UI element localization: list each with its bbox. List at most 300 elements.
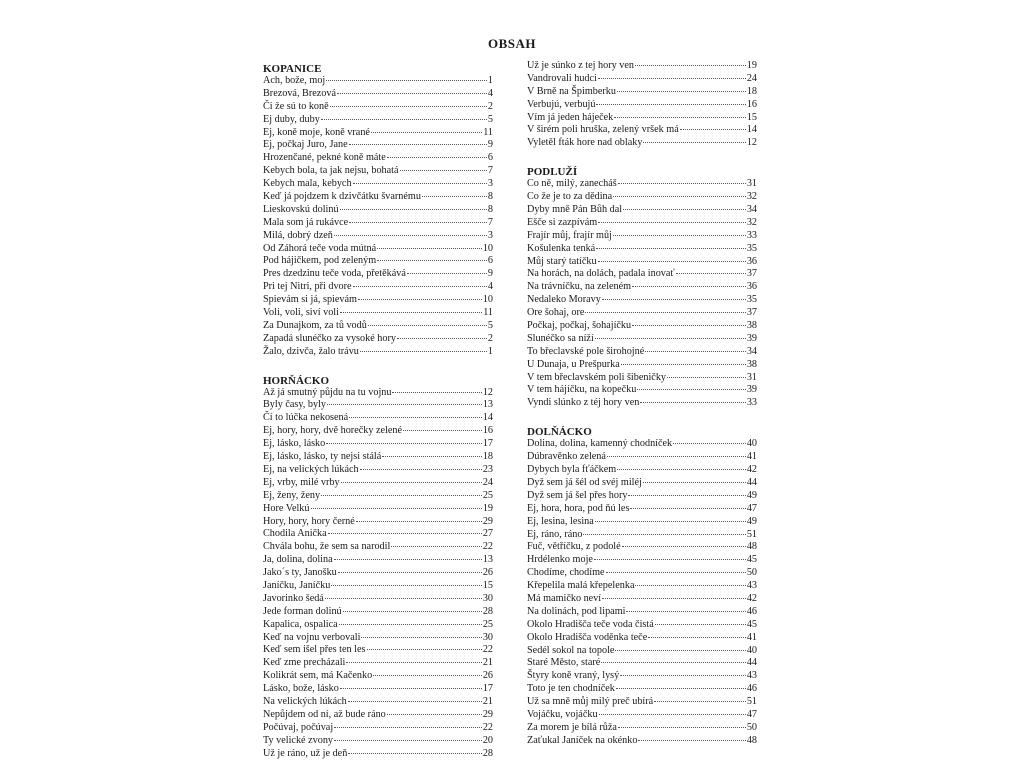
entry-title: Chodila Anička bbox=[263, 528, 327, 540]
entry-leader-dots bbox=[601, 662, 746, 663]
toc-entry bbox=[527, 438, 757, 451]
entry-page-number: 11 bbox=[483, 307, 493, 319]
entry-page-number: 8 bbox=[487, 203, 493, 215]
toc-entry bbox=[263, 139, 493, 152]
entry-page-number: 4 bbox=[487, 281, 493, 293]
toc-entry bbox=[527, 722, 757, 735]
section-heading: PODLUŽÍ bbox=[527, 166, 578, 179]
entry-page-number: 1 bbox=[487, 75, 493, 86]
toc-entry bbox=[527, 191, 757, 204]
section-heading: HORŇÁCKO bbox=[263, 374, 329, 387]
entry-leader-dots bbox=[595, 338, 746, 339]
entry-page-number: 28 bbox=[482, 605, 493, 617]
entry-leader-dots bbox=[311, 508, 482, 509]
entry-page-number: 26 bbox=[482, 670, 493, 682]
entry-page-number: 25 bbox=[482, 489, 493, 501]
toc-entry bbox=[263, 333, 493, 346]
entry-title: Javorinko šedá bbox=[263, 592, 324, 604]
entry-page-number: 51 bbox=[746, 696, 757, 708]
entry-title: Štyry koně vraný, lysý bbox=[527, 670, 620, 682]
toc-entry bbox=[263, 294, 493, 307]
entry-page-number: 23 bbox=[482, 463, 493, 475]
entry-title: Kebych bola, ta jak nejsu, bohatá bbox=[263, 165, 399, 177]
entry-title: Dyby mně Pán Bůh dal bbox=[527, 204, 623, 216]
entry-page-number: 31 bbox=[746, 371, 757, 383]
entry-title: Okolo Hradišča teče voda čistá bbox=[527, 618, 654, 630]
entry-title: Vojáčku, vojáčku bbox=[527, 708, 598, 720]
entry-leader-dots bbox=[598, 222, 746, 223]
entry-leader-dots bbox=[392, 392, 481, 393]
section-heading: KOPANICE bbox=[263, 63, 322, 75]
entry-title: Už sa mně můj milý preč ubírá bbox=[527, 696, 654, 708]
entry-page-number: 15 bbox=[746, 111, 757, 123]
entry-leader-dots bbox=[343, 611, 482, 612]
entry-leader-dots bbox=[598, 261, 746, 262]
toc-entry bbox=[263, 243, 493, 256]
toc-entry bbox=[527, 709, 757, 722]
entry-leader-dots bbox=[361, 637, 481, 638]
toc-entry bbox=[263, 619, 493, 632]
entry-title: Vyndi slúnko z téj hory ven bbox=[527, 397, 640, 409]
toc-entry bbox=[263, 606, 493, 619]
toc-entry bbox=[527, 657, 757, 670]
entry-title: Na trávníčku, na zeleném bbox=[527, 281, 632, 293]
toc-entry bbox=[527, 606, 757, 619]
toc-entry bbox=[263, 75, 493, 88]
toc-entry bbox=[527, 670, 757, 683]
entry-title: Verbujú, verbujú bbox=[527, 98, 596, 110]
entry-leader-dots bbox=[339, 624, 482, 625]
entry-leader-dots bbox=[360, 469, 482, 470]
entry-title: Ej, koně moje, koně vrané bbox=[263, 126, 370, 138]
entry-leader-dots bbox=[620, 675, 746, 676]
entry-title: Za Dunajkom, za tů vodů bbox=[263, 319, 367, 331]
entry-page-number: 36 bbox=[746, 255, 757, 267]
entry-page-number: 39 bbox=[746, 332, 757, 344]
entry-page-number: 51 bbox=[746, 528, 757, 540]
entry-title: Okolo Hradišča voděnka teče bbox=[527, 631, 648, 643]
entry-title: Ej, hora, hora, pod ňú les bbox=[527, 502, 630, 514]
toc-entry bbox=[527, 99, 757, 112]
toc-entry bbox=[527, 541, 757, 554]
entry-leader-dots bbox=[643, 482, 746, 483]
entry-leader-dots bbox=[367, 649, 482, 650]
entry-title: Počkaj, počkaj, šohajíčku bbox=[527, 320, 632, 332]
entry-title: U Dunaja, u Prešpurka bbox=[527, 358, 620, 370]
entry-page-number: 28 bbox=[482, 747, 493, 759]
toc-entry bbox=[527, 490, 757, 503]
entry-leader-dots bbox=[340, 688, 482, 689]
entry-leader-dots bbox=[583, 534, 745, 535]
entry-leader-dots bbox=[353, 286, 487, 287]
entry-title: Ty velické zvony bbox=[263, 734, 334, 746]
entry-title: Ja, dolina, dolina bbox=[263, 554, 333, 566]
toc-section bbox=[527, 60, 757, 150]
entry-page-number: 16 bbox=[746, 98, 757, 110]
entry-title: Má mamičko neví bbox=[527, 592, 602, 604]
entry-title: Už je ráno, už je deň bbox=[263, 747, 348, 759]
entry-leader-dots bbox=[334, 740, 482, 741]
entry-page-number: 25 bbox=[482, 618, 493, 630]
toc-entry bbox=[527, 137, 757, 150]
entry-page-number: 39 bbox=[746, 384, 757, 396]
entry-title: Až já smutný půjdu na tu vojnu bbox=[263, 386, 392, 398]
entry-page-number: 41 bbox=[746, 631, 757, 643]
entry-page-number: 29 bbox=[482, 515, 493, 527]
entry-page-number: 2 bbox=[487, 332, 493, 344]
toc-entry bbox=[527, 204, 757, 217]
entry-page-number: 34 bbox=[746, 204, 757, 216]
entry-leader-dots bbox=[346, 662, 481, 663]
entry-page-number: 11 bbox=[483, 126, 493, 138]
toc-entry bbox=[527, 683, 757, 696]
toc-entry bbox=[263, 204, 493, 217]
entry-page-number: 38 bbox=[746, 358, 757, 370]
entry-title: Vyletěl fták hore nad oblaky bbox=[527, 137, 643, 149]
toc-entry bbox=[527, 217, 757, 230]
entry-leader-dots bbox=[632, 286, 746, 287]
entry-title: Jako´s ty, Janošku bbox=[263, 567, 337, 579]
entry-title: Ej duby, duby bbox=[263, 113, 320, 125]
toc-entry bbox=[527, 397, 757, 410]
entry-leader-dots bbox=[596, 248, 746, 249]
toc-entry bbox=[527, 307, 757, 320]
entry-page-number: 17 bbox=[482, 683, 493, 695]
entry-leader-dots bbox=[623, 209, 746, 210]
entry-title: Či že sú to koně bbox=[263, 100, 329, 112]
entry-leader-dots bbox=[648, 637, 746, 638]
entry-leader-dots bbox=[680, 129, 746, 130]
entry-leader-dots bbox=[334, 559, 482, 560]
entry-page-number: 7 bbox=[487, 216, 493, 228]
entry-page-number: 30 bbox=[482, 592, 493, 604]
toc-entry bbox=[527, 632, 757, 645]
entry-title: Brezová, Brezová bbox=[263, 87, 336, 99]
entry-leader-dots bbox=[673, 443, 746, 444]
toc-entry bbox=[263, 632, 493, 645]
toc-entry bbox=[263, 387, 493, 400]
entry-page-number: 35 bbox=[746, 242, 757, 254]
entry-leader-dots bbox=[676, 273, 746, 274]
toc-entry bbox=[527, 86, 757, 99]
entry-leader-dots bbox=[607, 456, 746, 457]
entry-page-number: 15 bbox=[482, 579, 493, 591]
entry-page-number: 12 bbox=[482, 386, 493, 398]
entry-leader-dots bbox=[602, 299, 746, 300]
entry-title: Janíčku, Janíčku bbox=[263, 579, 331, 591]
entry-title: Zapadá slunéčko za vysoké hory bbox=[263, 332, 396, 344]
entry-leader-dots bbox=[618, 183, 746, 184]
entry-leader-dots bbox=[326, 443, 482, 444]
entry-leader-dots bbox=[617, 469, 746, 470]
entry-page-number: 3 bbox=[487, 229, 493, 241]
entry-page-number: 24 bbox=[482, 476, 493, 488]
toc-entry bbox=[527, 73, 757, 86]
entry-title: Nepůjdem od ní, až bude ráno bbox=[263, 708, 386, 720]
entry-page-number: 24 bbox=[746, 72, 757, 84]
entry-title: Na dolinách, pod lipami bbox=[527, 605, 626, 617]
toc-entry bbox=[263, 425, 493, 438]
toc-entry bbox=[263, 88, 493, 101]
entry-title: Mala som já rukávce bbox=[263, 216, 349, 228]
entry-leader-dots bbox=[595, 521, 746, 522]
entry-leader-dots bbox=[341, 482, 482, 483]
entry-title: Ej, počkaj Juro, Jane bbox=[263, 139, 348, 151]
entry-title: Slunéčko sa níží bbox=[527, 332, 594, 344]
entry-title: V tem hájíčku, na kopečku bbox=[527, 384, 637, 396]
toc-entry bbox=[263, 528, 493, 541]
entry-page-number: 46 bbox=[746, 683, 757, 695]
entry-page-number: 36 bbox=[746, 281, 757, 293]
toc-entry bbox=[527, 346, 757, 359]
entry-page-number: 50 bbox=[746, 721, 757, 733]
entry-title: V Brně na Špimberku bbox=[527, 85, 616, 97]
entry-leader-dots bbox=[348, 701, 482, 702]
entry-page-number: 42 bbox=[746, 464, 757, 476]
entry-page-number: 10 bbox=[482, 242, 493, 254]
entry-leader-dots bbox=[616, 688, 746, 689]
entry-page-number: 32 bbox=[746, 216, 757, 228]
right-column bbox=[527, 60, 757, 748]
entry-leader-dots bbox=[622, 546, 746, 547]
entry-title: Pod hájičkem, pod zeleným bbox=[263, 255, 377, 267]
entry-title: Košulenka tenká bbox=[527, 242, 596, 254]
toc-entry bbox=[263, 307, 493, 320]
entry-title: Ej, na velických lúkách bbox=[263, 463, 359, 475]
toc-entry bbox=[527, 281, 757, 294]
toc-entry bbox=[527, 230, 757, 243]
entry-page-number: 37 bbox=[746, 268, 757, 280]
entry-leader-dots bbox=[613, 196, 746, 197]
entry-page-number: 16 bbox=[482, 425, 493, 437]
entry-leader-dots bbox=[349, 222, 487, 223]
entry-page-number: 13 bbox=[482, 399, 493, 411]
toc-entry bbox=[527, 268, 757, 281]
entry-leader-dots bbox=[373, 675, 482, 676]
entry-title: Ej, ráno, ráno bbox=[527, 528, 583, 540]
entry-title: Hore Velkú bbox=[263, 502, 310, 514]
toc-entry bbox=[263, 281, 493, 294]
toc-entry bbox=[263, 320, 493, 333]
entry-leader-dots bbox=[606, 572, 746, 573]
toc-entry bbox=[263, 696, 493, 709]
toc-section bbox=[527, 410, 757, 747]
entry-title: Hrdélenko moje bbox=[527, 554, 593, 566]
entry-leader-dots bbox=[356, 521, 482, 522]
entry-leader-dots bbox=[387, 157, 487, 158]
entry-title: Ešče si zazpívám bbox=[527, 216, 598, 228]
toc-entry bbox=[263, 657, 493, 670]
toc-entry bbox=[263, 490, 493, 503]
entry-title: Vandrovali hudci bbox=[527, 72, 597, 84]
entry-title: Dybych byla fťáčkem bbox=[527, 464, 617, 476]
entry-leader-dots bbox=[391, 546, 482, 547]
entry-title: Frajír můj, frajír můj bbox=[527, 229, 612, 241]
toc-entry bbox=[527, 503, 757, 516]
toc-entry bbox=[263, 178, 493, 191]
entry-page-number: 9 bbox=[487, 268, 493, 280]
entry-title: Nedaleko Moravy bbox=[527, 294, 601, 306]
entry-leader-dots bbox=[334, 235, 487, 236]
toc-entry bbox=[527, 124, 757, 137]
entry-leader-dots bbox=[602, 598, 746, 599]
entry-leader-dots bbox=[349, 144, 487, 145]
entry-leader-dots bbox=[654, 701, 746, 702]
entry-title: Chodíme, chodíme bbox=[527, 567, 605, 579]
entry-page-number: 26 bbox=[482, 567, 493, 579]
entry-title: Ore šohaj, ore bbox=[527, 307, 585, 319]
section-heading: DOLŇÁCKO bbox=[527, 426, 592, 439]
entry-leader-dots bbox=[325, 598, 482, 599]
toc-entry bbox=[263, 541, 493, 554]
entry-leader-dots bbox=[585, 312, 745, 313]
toc-entry bbox=[527, 477, 757, 490]
toc-entry bbox=[527, 593, 757, 606]
toc-entry bbox=[263, 230, 493, 243]
entry-page-number: 47 bbox=[746, 502, 757, 514]
entry-leader-dots bbox=[327, 404, 482, 405]
entry-title: Ej, lesina, lesina bbox=[527, 515, 594, 527]
entry-title: Lásko, bože, lásko bbox=[263, 683, 339, 695]
entry-title: Pres dzedzinu teče voda, přetěkává bbox=[263, 268, 406, 280]
section-spacer bbox=[527, 410, 757, 423]
entry-leader-dots bbox=[630, 508, 745, 509]
entry-title: Sedél sokol na topole bbox=[527, 644, 615, 656]
toc-entry bbox=[263, 101, 493, 114]
toc-entry bbox=[527, 554, 757, 567]
entry-page-number: 45 bbox=[746, 618, 757, 630]
entry-title: Keď zme precházali bbox=[263, 657, 346, 669]
entry-title: Ej, vrby, milé vrby bbox=[263, 476, 340, 488]
toc-entry bbox=[263, 722, 493, 735]
toc-entry bbox=[263, 709, 493, 722]
entry-title: V tem břeclavském poli šibeničky bbox=[527, 371, 667, 383]
entry-leader-dots bbox=[340, 312, 482, 313]
entry-title: Ach, bože, moj bbox=[263, 75, 326, 86]
entry-leader-dots bbox=[599, 714, 746, 715]
entry-leader-dots bbox=[358, 299, 482, 300]
entry-page-number: 17 bbox=[482, 438, 493, 450]
entry-title: Dúbravěnko zelená bbox=[527, 451, 606, 463]
toc-entry bbox=[263, 567, 493, 580]
toc-entry bbox=[527, 464, 757, 477]
toc-entry bbox=[263, 268, 493, 281]
toc-entry bbox=[263, 554, 493, 567]
entry-leader-dots bbox=[377, 260, 487, 261]
toc-entry bbox=[527, 645, 757, 658]
entry-page-number: 2 bbox=[487, 100, 493, 112]
entry-leader-dots bbox=[635, 585, 745, 586]
toc-entry bbox=[263, 464, 493, 477]
entry-leader-dots bbox=[337, 93, 487, 94]
entry-leader-dots bbox=[596, 104, 745, 105]
entry-leader-dots bbox=[638, 740, 745, 741]
entry-leader-dots bbox=[643, 142, 745, 143]
entry-leader-dots bbox=[326, 80, 487, 81]
entry-page-number: 33 bbox=[746, 397, 757, 409]
entry-page-number: 49 bbox=[746, 489, 757, 501]
entry-title: Zaťukal Janíček na okénko bbox=[527, 734, 638, 746]
entry-title: Na velických lúkách bbox=[263, 695, 347, 707]
toc-entry bbox=[527, 178, 757, 191]
entry-title: Hory, hory, hory černé bbox=[263, 515, 355, 527]
entry-page-number: 22 bbox=[482, 721, 493, 733]
entry-page-number: 32 bbox=[746, 191, 757, 203]
toc-entry bbox=[527, 567, 757, 580]
entry-page-number: 31 bbox=[746, 178, 757, 190]
entry-title: Kapalica, ospalica bbox=[263, 618, 338, 630]
toc-entry bbox=[527, 112, 757, 125]
toc-entry bbox=[263, 114, 493, 127]
toc-entry bbox=[263, 748, 493, 761]
entry-leader-dots bbox=[640, 402, 745, 403]
entry-page-number: 5 bbox=[487, 319, 493, 331]
entry-title: Můj starý tatíčku bbox=[527, 255, 597, 267]
entry-title: Lieskovskú dolinú bbox=[263, 203, 339, 215]
entry-title: Kolikrát sem, má Kačenko bbox=[263, 670, 373, 682]
entry-title: Milá, dobrý dzeň bbox=[263, 229, 333, 241]
entry-leader-dots bbox=[617, 91, 746, 92]
toc-entry bbox=[527, 359, 757, 372]
entry-page-number: 6 bbox=[487, 255, 493, 267]
entry-page-number: 18 bbox=[746, 85, 757, 97]
toc-entry bbox=[527, 320, 757, 333]
entry-page-number: 19 bbox=[482, 502, 493, 514]
entry-title: Počúvaj, počúvaj bbox=[263, 721, 334, 733]
entry-page-number: 9 bbox=[487, 139, 493, 151]
entry-leader-dots bbox=[321, 119, 487, 120]
toc-entry bbox=[263, 255, 493, 268]
toc-entry bbox=[263, 503, 493, 516]
entry-page-number: 5 bbox=[487, 113, 493, 125]
toc-entry bbox=[527, 372, 757, 385]
entry-page-number: 33 bbox=[746, 229, 757, 241]
toc-entry bbox=[527, 619, 757, 632]
entry-leader-dots bbox=[407, 273, 487, 274]
entry-page-number: 4 bbox=[487, 87, 493, 99]
entry-page-number: 44 bbox=[746, 476, 757, 488]
toc-section bbox=[527, 150, 757, 410]
toc-entry bbox=[263, 580, 493, 593]
toc-entry bbox=[527, 696, 757, 709]
entry-title: Hrozenčané, pekné koně máte bbox=[263, 152, 386, 164]
entry-leader-dots bbox=[635, 65, 746, 66]
entry-page-number: 10 bbox=[482, 294, 493, 306]
toc-entry bbox=[263, 217, 493, 230]
entry-leader-dots bbox=[618, 727, 746, 728]
toc-entry bbox=[527, 735, 757, 748]
toc-entry bbox=[263, 165, 493, 178]
entry-title: Dyž sem já šel přes hory bbox=[527, 489, 628, 501]
section-spacer bbox=[263, 359, 493, 372]
entry-title: Keď sem išel přes ten les bbox=[263, 644, 366, 656]
toc-entry bbox=[527, 516, 757, 529]
entry-leader-dots bbox=[348, 753, 482, 754]
entry-title: Žalo, dzivča, žalo trávu bbox=[263, 345, 359, 357]
toc-entry bbox=[527, 256, 757, 269]
entry-leader-dots bbox=[632, 325, 746, 326]
entry-title: Za morem je bílá růža bbox=[527, 721, 617, 733]
entry-page-number: 20 bbox=[482, 734, 493, 746]
toc-section bbox=[263, 359, 493, 761]
entry-title: Dyž sem já šél od svéj miléj bbox=[527, 476, 642, 488]
entry-title: Křepelila malá křepelenka bbox=[527, 580, 635, 592]
entry-title: Vím já jeden háječek bbox=[527, 111, 614, 123]
entry-page-number: 22 bbox=[482, 644, 493, 656]
entry-page-number: 29 bbox=[482, 708, 493, 720]
entry-page-number: 40 bbox=[746, 438, 757, 450]
entry-leader-dots bbox=[360, 351, 487, 352]
